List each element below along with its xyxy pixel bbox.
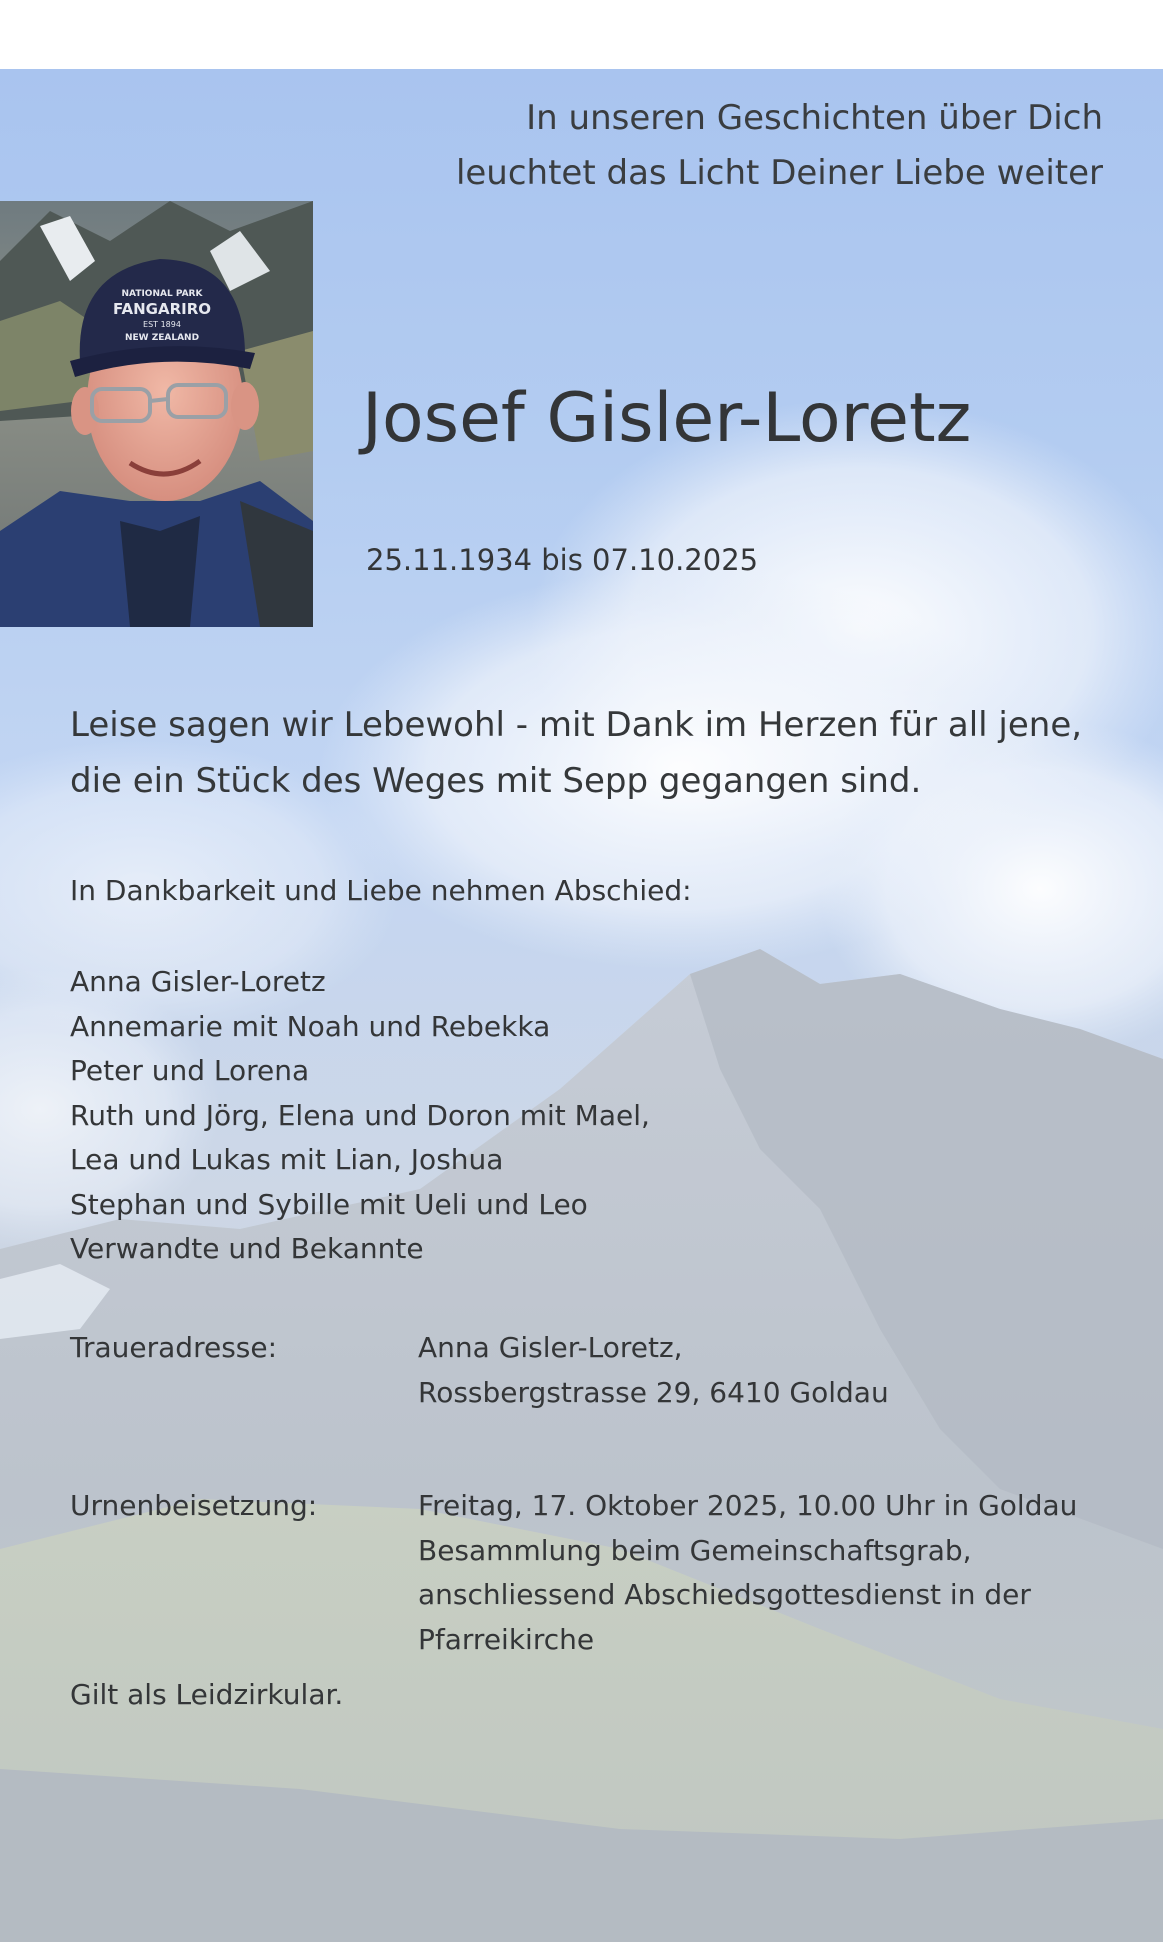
farewell-line: die ein Stück des Weges mit Sepp gegangen sind.: [70, 761, 922, 801]
cap-text: NATIONAL PARK: [121, 289, 203, 299]
burial-value: [418, 1484, 1077, 1662]
farewell-text: [70, 697, 1082, 809]
burial-line: Freitag, 17. Oktober 2025, 10.00 Uhr in Goldau: [418, 1489, 1078, 1522]
motto-line: In unseren Geschichten über Dich: [526, 98, 1103, 138]
mourner-item: Stephan und Sybille mit Ueli und Leo: [70, 1187, 588, 1221]
mourner-item: Anna Gisler-Loretz: [70, 965, 326, 998]
life-dates: 25.11.1934 bis 07.10.2025: [366, 543, 759, 577]
burial-label: Urnenbeisetzung:: [70, 1489, 318, 1522]
cap-text: NEW ZEALAND: [124, 333, 200, 343]
cap-text: FANGARIRO: [112, 300, 212, 318]
address-value: [418, 1326, 889, 1415]
mourner-item: Lea und Lukas mit Lian, Joshua: [70, 1143, 504, 1176]
burial-line: Pfarreikirche: [418, 1622, 595, 1656]
address-label: Traueradresse:: [70, 1331, 278, 1364]
burial-line: anschliessend Abschiedsgottesdienst in der: [418, 1578, 1031, 1611]
motto-text: [456, 91, 1103, 201]
address-line: Rossbergstrasse 29, 6410 Goldau: [418, 1375, 889, 1409]
obituary-card: [0, 69, 1163, 1942]
portrait-illustration: [0, 201, 313, 627]
portrait-photo: [0, 201, 313, 627]
mourner-item: Annemarie mit Noah und Rebekka: [70, 1009, 551, 1043]
circular-note: Gilt als Leidzirkular.: [70, 1678, 344, 1711]
mourners-intro: In Dankbarkeit und Liebe nehmen Abschied:: [70, 874, 692, 907]
mourner-item: Peter und Lorena: [70, 1054, 310, 1087]
mourners-list: [70, 960, 650, 1272]
motto-line: leuchtet das Licht Deiner Liebe weiter: [455, 153, 1103, 193]
mourner-item: Verwandte und Bekannte: [70, 1232, 424, 1265]
farewell-line: Leise sagen wir Lebewohl - mit Dank im Herzen für all jene,: [70, 705, 1083, 745]
address-line: Anna Gisler-Loretz,: [418, 1331, 683, 1364]
cap-text: EST 1894: [143, 320, 181, 329]
deceased-name: Josef Gisler-Loretz: [362, 379, 972, 458]
mourner-item: Ruth und Jörg, Elena und Doron mit Mael,: [70, 1098, 650, 1132]
burial-line: Besammlung beim Gemeinschaftsgrab,: [418, 1533, 972, 1567]
